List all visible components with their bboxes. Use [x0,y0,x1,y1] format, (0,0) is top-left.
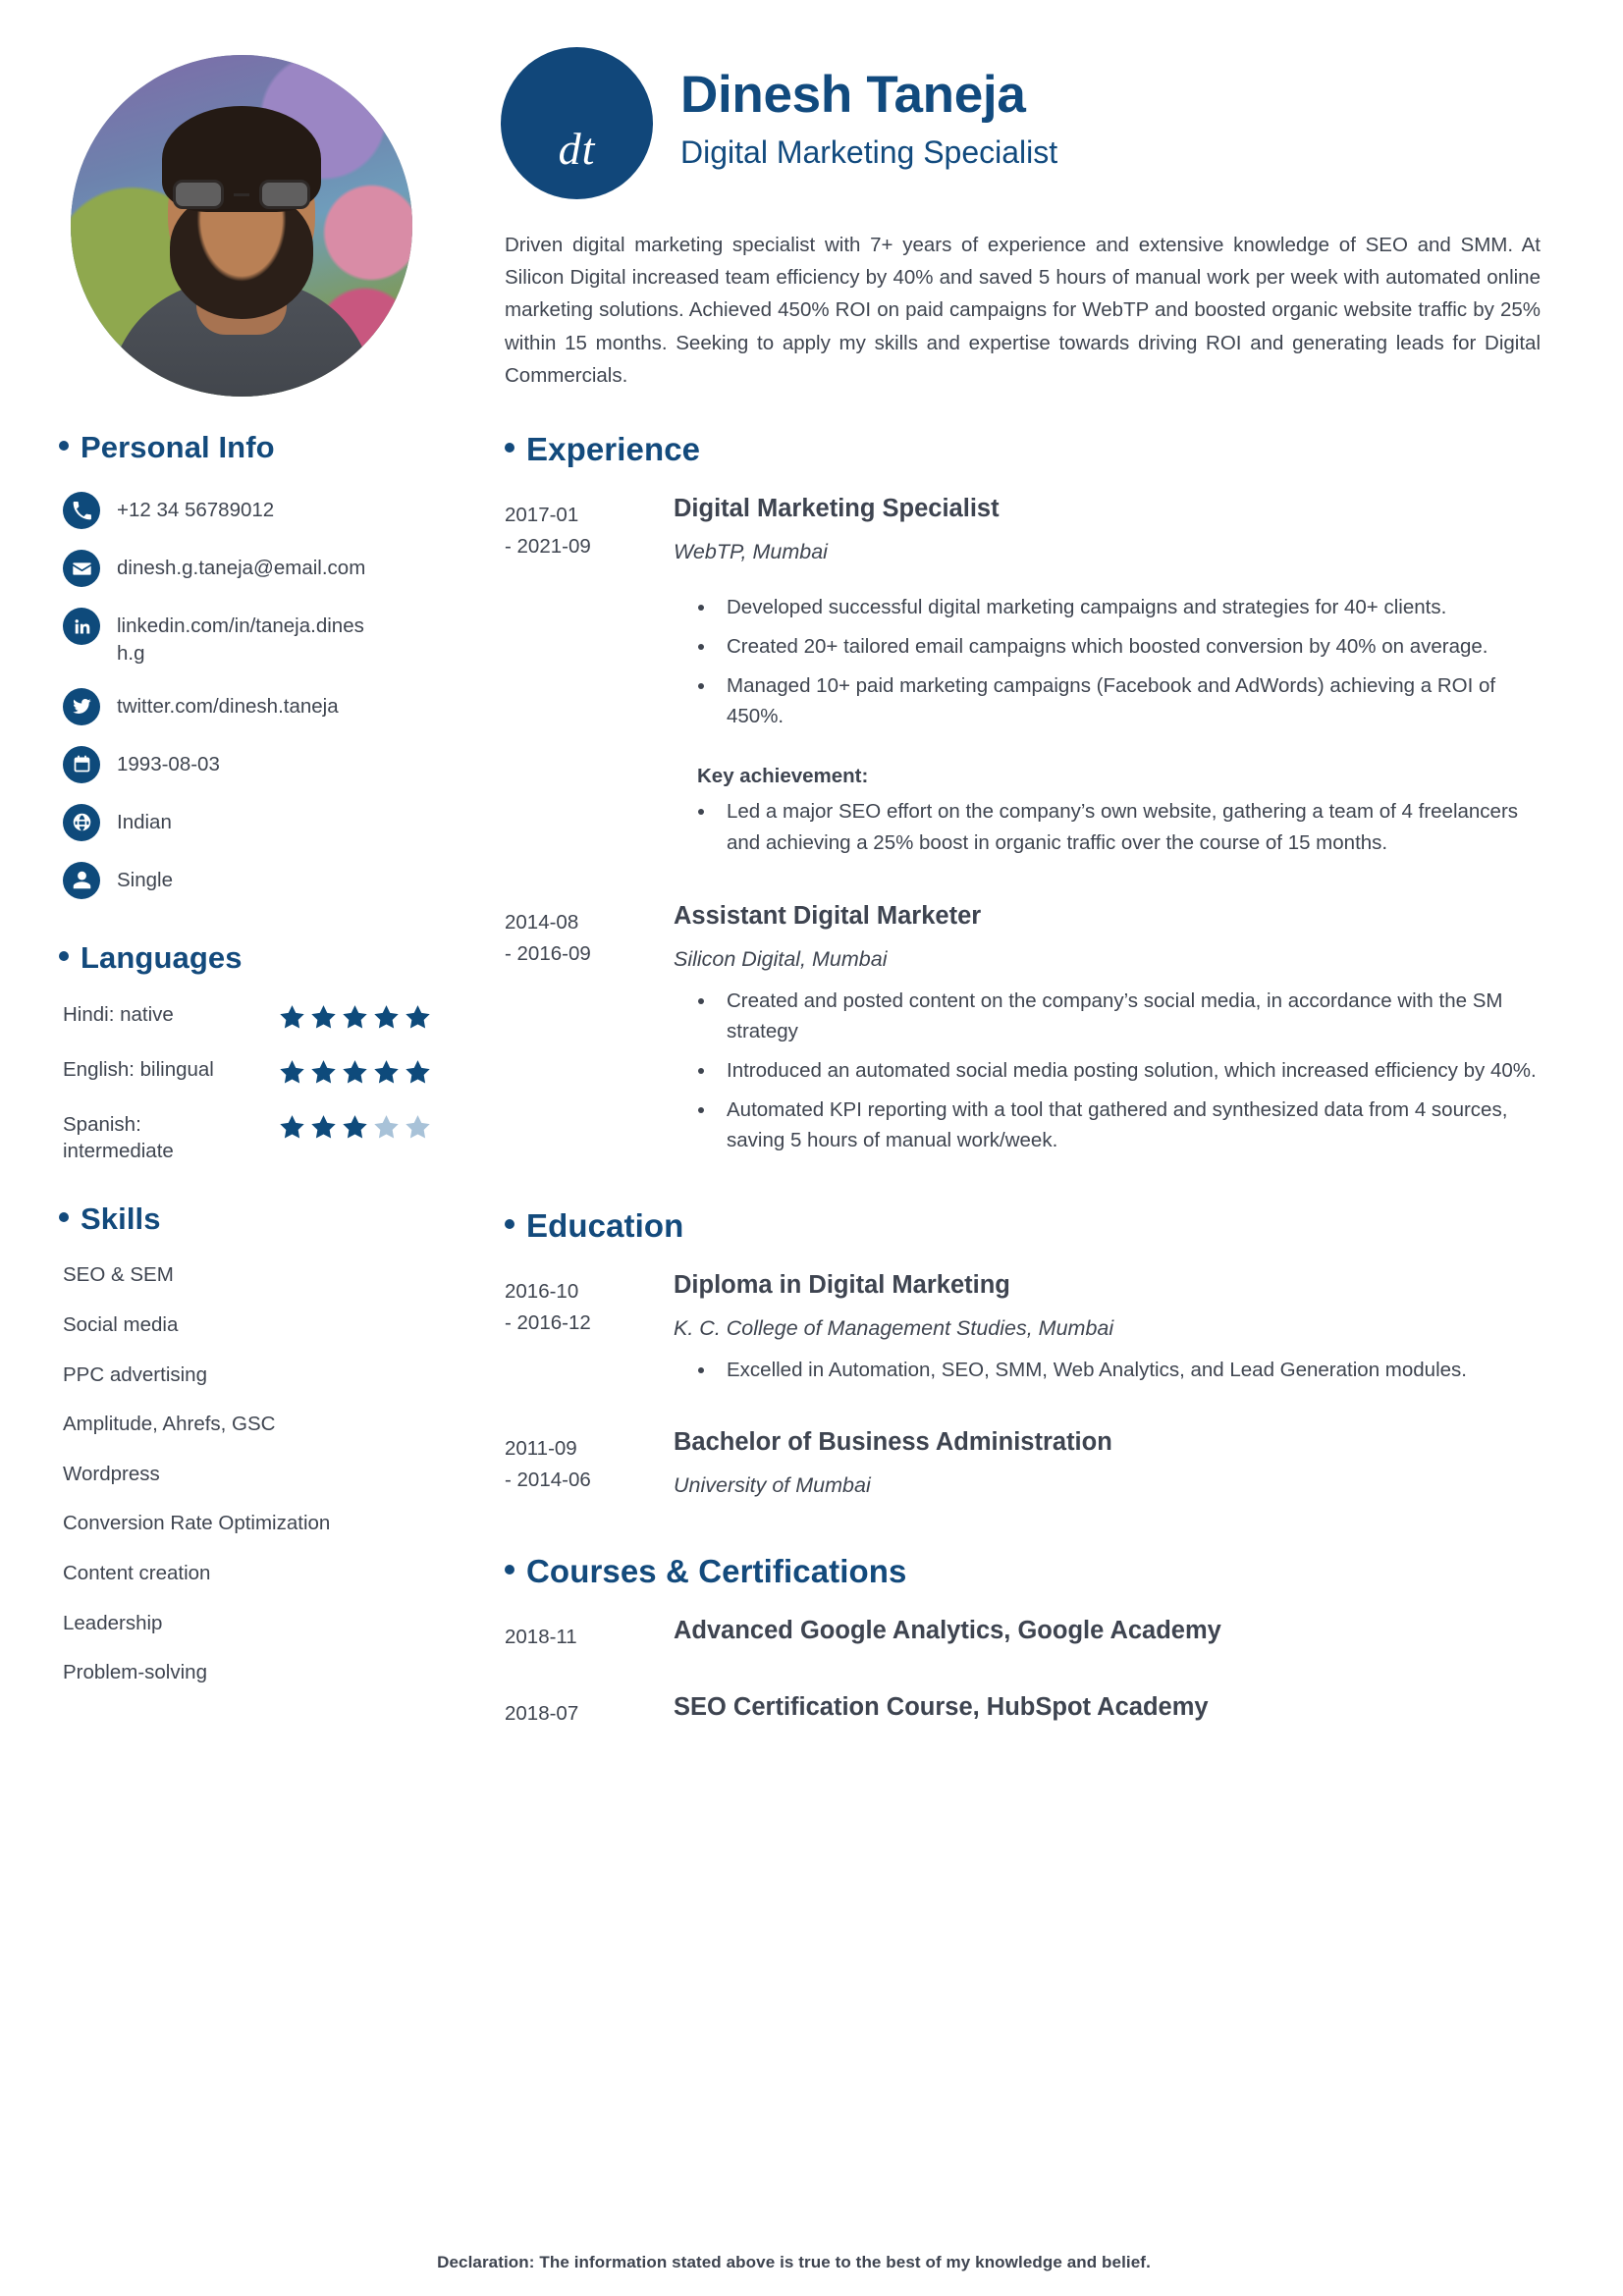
section-heading-skills [59,1201,440,1237]
star-icon [309,1113,338,1142]
section-heading-experience [505,431,1541,468]
entry-date-end: - 2021-09 [505,534,591,558]
contact-row-email[interactable] [63,549,440,587]
skill-item: Conversion Rate Optimization [63,1512,331,1535]
declaration-text: Declaration: The information stated above is true to the best of my knowledge and belief. [437,2253,1151,2271]
contact-row-phone[interactable] [63,491,440,529]
star-icon [278,1003,306,1032]
section-heading-education [505,1207,1541,1245]
entry-bullet-list [717,986,1541,1156]
entry-date-end: - 2014-06 [505,1468,591,1492]
star-icon [372,1113,401,1142]
star-icon [341,1003,369,1032]
bullet-dot-icon [505,1565,514,1575]
entry-subtitle: University of Mumbai [674,1473,871,1498]
skill-item: PPC advertising [63,1362,207,1386]
contact-value-twitter: twitter.com/dinesh.taneja [117,694,339,718]
star-icon [404,1003,432,1032]
skill-item: Amplitude, Ahrefs, GSC [63,1413,276,1436]
monogram-avatar: dt [501,47,653,199]
entry-subtitle: K. C. College of Management Studies, Mumbai [674,1316,1114,1341]
contact-value-linkedin: linkedin.com/in/taneja.dinesh.g [117,614,364,665]
entry-bullet-list [717,592,1541,732]
contact-value-marital-status: Single [117,868,173,891]
bullet-dot-icon [59,951,69,961]
language-label: Hindi: native [63,1002,174,1026]
contact-row-birthdate [63,745,440,783]
entry-body [668,901,1541,1165]
key-achievement-list [717,796,1541,857]
contact-value-phone: +12 34 56789012 [117,499,275,521]
course-date: 2018-11 [505,1626,577,1649]
linkedin-icon [63,608,100,645]
footer [47,2223,1541,2296]
skills-heading-label: Skills [81,1201,161,1237]
entry-title: Diploma in Digital Marketing [674,1271,1010,1300]
language-label: English: bilingual [63,1057,214,1081]
entry-bullet: • Managed 10+ paid marketing campaigns (Facebook and AdWords) achieving a ROI of 450%. [717,670,1541,731]
contact-value-email: dinesh.g.taneja@email.com [117,557,366,579]
job-title-subtitle: Digital Marketing Specialist [680,134,1058,171]
entry-date-end: - 2016-12 [505,1311,591,1335]
entry-body [668,1270,1541,1394]
entry-subtitle: Silicon Digital, Mumbai [674,946,888,971]
entry-title: Digital Marketing Specialist [674,495,1000,523]
contact-row-marital-status [63,861,440,899]
resume-columns [47,47,1541,1769]
profile-photo [71,55,412,397]
bullet-dot-icon [505,1219,514,1229]
star-icon [404,1113,432,1142]
language-rating-stars [278,1001,432,1032]
courses-heading-label: Courses & Certifications [526,1553,907,1590]
key-achievement-bullet: • Led a major SEO effort on the company’s own website, gathering a team of 4 freelancers and achieving a 25% boost in organic traffic over the course of 15 months. [717,796,1541,857]
entry-date-start: 2011-09 [505,1437,577,1461]
entry-bullet: • Created 20+ tailored email campaigns which boosted conversion by 40% on average. [717,631,1541,662]
education-entry-1 [501,1270,1541,1394]
skill-item: Wordpress [63,1462,160,1485]
entry-bullet: • Developed successful digital marketing campaigns and strategies for 40+ clients. [717,592,1541,622]
course-title: Advanced Google Analytics, Google Academy [674,1617,1221,1645]
star-icon [341,1058,369,1087]
entry-date-start: 2017-01 [505,504,579,527]
star-icon [309,1058,338,1087]
person-icon [63,862,100,899]
course-date: 2018-07 [505,1701,579,1725]
entry-date-range [501,1270,668,1339]
contact-row-linkedin[interactable] [63,607,440,667]
experience-entry-1 [501,494,1541,860]
sidebar [47,47,440,1710]
languages-heading-label: Languages [81,939,243,975]
entry-date-range [501,494,668,562]
contact-row-twitter[interactable] [63,687,440,725]
experience-entry-2 [501,901,1541,1165]
key-achievement-label: Key achievement: [697,765,869,788]
entry-body [668,1427,1541,1510]
language-item-spanish [63,1111,432,1165]
education-entry-2 [501,1427,1541,1510]
main-content [440,47,1541,1769]
entry-bullet: • Created and posted content on the company’s social media, in accordance with the SM strategy [717,986,1541,1046]
star-icon [372,1058,401,1087]
bullet-dot-icon [505,443,514,453]
skill-item: Content creation [63,1562,211,1585]
language-rating-stars [278,1056,432,1087]
section-heading-languages [59,940,440,976]
skill-item: Leadership [63,1611,163,1634]
phone-icon [63,492,100,529]
bullet-dot-icon [59,1212,69,1222]
language-rating-stars [278,1111,432,1142]
personal-info-heading-label: Personal Info [81,430,275,464]
section-heading-personal-info [59,430,440,465]
star-icon [341,1113,369,1142]
contact-row-nationality [63,803,440,841]
course-entry-1 [501,1616,1541,1653]
entry-bullet: • Automated KPI reporting with a tool that gathered and synthesized data from 4 sources, saving 5 hours of manual work/week. [717,1095,1541,1155]
skill-item: Problem-solving [63,1661,207,1684]
photo-glasses [173,178,310,211]
star-icon [278,1113,306,1142]
email-icon [63,550,100,587]
entry-body [668,494,1541,860]
entry-bullet: • Introduced an automated social media posting solution, which increased efficiency by 40%. [717,1055,1541,1086]
language-item-english [63,1056,432,1094]
entry-subtitle: WebTP, Mumbai [674,539,828,563]
entry-date-range [501,1427,668,1496]
name-block [501,47,1541,199]
entry-title: Bachelor of Business Administration [674,1428,1112,1457]
name-text-group [680,47,1057,172]
section-heading-courses [505,1553,1541,1590]
star-icon [278,1058,306,1087]
course-entry-2 [501,1692,1541,1730]
language-label: Spanish: intermediate [63,1112,174,1162]
professional-summary: Driven digital marketing specialist with 7+ years of experience and extensive knowledge of SEO and SMM. At Silicon Digital increased team efficiency by 40% and saved 5 hours of manual work per week with automated online marketing solutions. Achieved 450% ROI on paid campaigns for WebTP and boosted organic website traffic by 25% within 15 months. Seeking to apply my skills and expertise towards driving ROI and generating leads for Digital Commercials. [505,234,1541,387]
contact-value-nationality: Indian [117,810,172,833]
globe-icon [63,804,100,841]
education-heading-label: Education [526,1207,684,1245]
entry-date-end: - 2016-09 [505,941,591,965]
language-item-hindi [63,1001,432,1039]
page-title: Dinesh Taneja [680,66,1026,124]
language-list [57,1001,440,1165]
skills-list [57,1262,440,1686]
entry-date-start: 2014-08 [505,910,579,934]
skill-item: SEO & SEM [63,1263,174,1287]
experience-heading-label: Experience [526,431,701,468]
contact-list [63,491,440,899]
entry-bullet-list [717,1355,1541,1385]
star-icon [372,1003,401,1032]
course-title: SEO Certification Course, HubSpot Academy [674,1692,1209,1721]
bullet-dot-icon [59,441,69,451]
skill-item: Social media [63,1312,179,1336]
star-icon [404,1058,432,1087]
calendar-icon [63,746,100,783]
entry-title: Assistant Digital Marketer [674,901,982,930]
entry-date-start: 2016-10 [505,1280,579,1304]
twitter-icon [63,688,100,725]
contact-value-birthdate: 1993-08-03 [117,752,220,775]
entry-date-range [501,901,668,970]
entry-bullet: • Excelled in Automation, SEO, SMM, Web Analytics, and Lead Generation modules. [717,1355,1541,1385]
star-icon [309,1003,338,1032]
